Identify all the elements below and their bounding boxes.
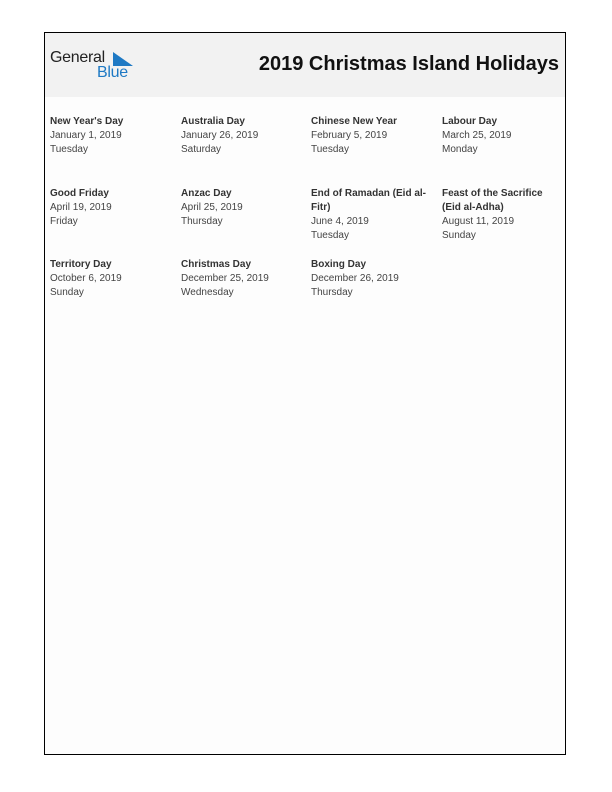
holiday-date: June 4, 2019 <box>311 216 369 227</box>
holiday-weekday: Sunday <box>442 230 476 241</box>
holiday-name: Anzac Day <box>181 188 232 199</box>
holiday-name: Australia Day <box>181 116 245 127</box>
holiday-weekday: Monday <box>442 144 478 155</box>
holiday-date: February 5, 2019 <box>311 130 388 141</box>
holiday-item <box>181 115 303 157</box>
holiday-item <box>50 115 172 157</box>
logo-word-blue: Blue <box>97 64 128 81</box>
holiday-weekday: Thursday <box>311 287 353 298</box>
holiday-name: Feast of the Sacrifice (Eid al-Adha) <box>442 188 543 213</box>
holiday-date: December 25, 2019 <box>181 273 269 284</box>
holiday-date: October 6, 2019 <box>50 273 122 284</box>
holiday-weekday: Thursday <box>181 216 223 227</box>
holiday-date: January 1, 2019 <box>50 130 122 141</box>
holiday-item <box>442 187 564 243</box>
holiday-date: January 26, 2019 <box>181 130 259 141</box>
holiday-weekday: Saturday <box>181 144 222 155</box>
holiday-item <box>50 258 172 300</box>
holiday-item <box>311 258 433 300</box>
holiday-name: Boxing Day <box>311 259 367 270</box>
holiday-item <box>181 187 303 229</box>
holiday-item <box>442 115 564 157</box>
logo-word-general: General <box>50 49 105 66</box>
holiday-name: Good Friday <box>50 188 109 199</box>
holiday-item <box>181 258 303 300</box>
holiday-date: August 11, 2019 <box>442 216 515 227</box>
holiday-item <box>311 115 433 157</box>
logo <box>50 49 140 83</box>
holiday-date: April 19, 2019 <box>50 202 112 213</box>
holiday-name: Labour Day <box>442 116 498 127</box>
holiday-item <box>50 187 172 229</box>
holiday-name: End of Ramadan (Eid al-Fitr) <box>311 188 427 213</box>
holiday-name: Christmas Day <box>181 259 252 270</box>
header-band <box>45 33 565 97</box>
page-title: 2019 Christmas Island Holidays <box>258 53 559 75</box>
holiday-weekday: Tuesday <box>50 144 88 155</box>
holiday-date: March 25, 2019 <box>442 130 512 141</box>
holiday-weekday: Wednesday <box>181 287 234 298</box>
holiday-weekday: Tuesday <box>311 144 349 155</box>
holiday-weekday: Sunday <box>50 287 84 298</box>
holiday-weekday: Friday <box>50 216 78 227</box>
holiday-date: April 25, 2019 <box>181 202 243 213</box>
holiday-item <box>311 187 433 243</box>
holiday-date: December 26, 2019 <box>311 273 399 284</box>
holiday-name: Territory Day <box>50 259 112 270</box>
holiday-name: New Year's Day <box>50 116 124 127</box>
holiday-name: Chinese New Year <box>311 116 397 127</box>
page-frame <box>44 32 566 755</box>
holiday-weekday: Tuesday <box>311 230 349 241</box>
